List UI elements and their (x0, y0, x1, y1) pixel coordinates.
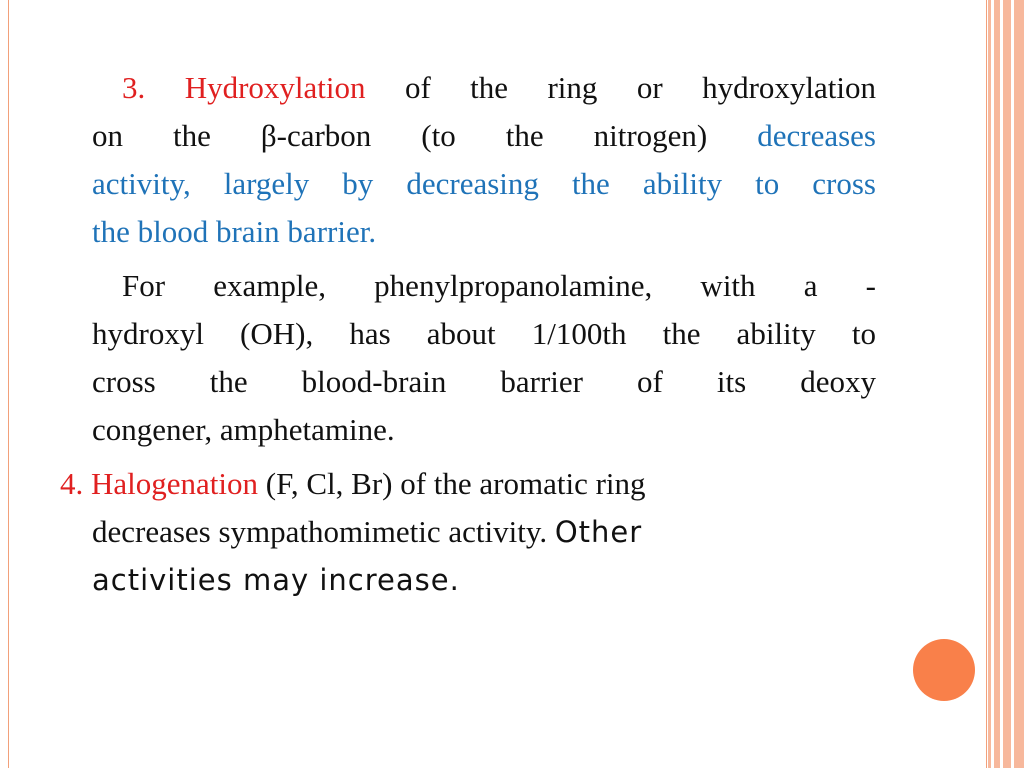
item-number: 4. (60, 466, 84, 501)
body-text: on the β-carbon (to the nitrogen) (92, 118, 708, 153)
body-text: of the ring or hydroxylation (404, 70, 877, 105)
body-text: hydroxyl (OH), has about 1/100th the ability to (92, 316, 876, 351)
paragraph-hydroxylation (92, 64, 876, 256)
emphasis-text: the blood brain barrier. (92, 214, 377, 249)
body-text: decreases sympathomimetic activity. (92, 514, 548, 549)
body-text: Other (554, 515, 643, 549)
body-text: activities may increase. (92, 563, 460, 597)
body-text: cross the blood-brain barrier of its deoxy (92, 364, 876, 399)
body-text: (F, Cl, Br) of the aromatic ring (265, 466, 646, 501)
term-halogenation: Halogenation (91, 466, 259, 501)
emphasis-text: activity, largely by decreasing the ability to cross (92, 166, 876, 201)
paragraph-halogenation (60, 460, 860, 604)
emphasis-text: decreases (757, 118, 876, 153)
paragraph-example (92, 262, 876, 454)
item-number: 3. (122, 70, 146, 105)
body-text: For example, phenylpropanolamine, with a - (122, 268, 876, 303)
term-hydroxylation: Hydroxylation (184, 70, 366, 105)
body-text: congener, amphetamine. (92, 412, 395, 447)
